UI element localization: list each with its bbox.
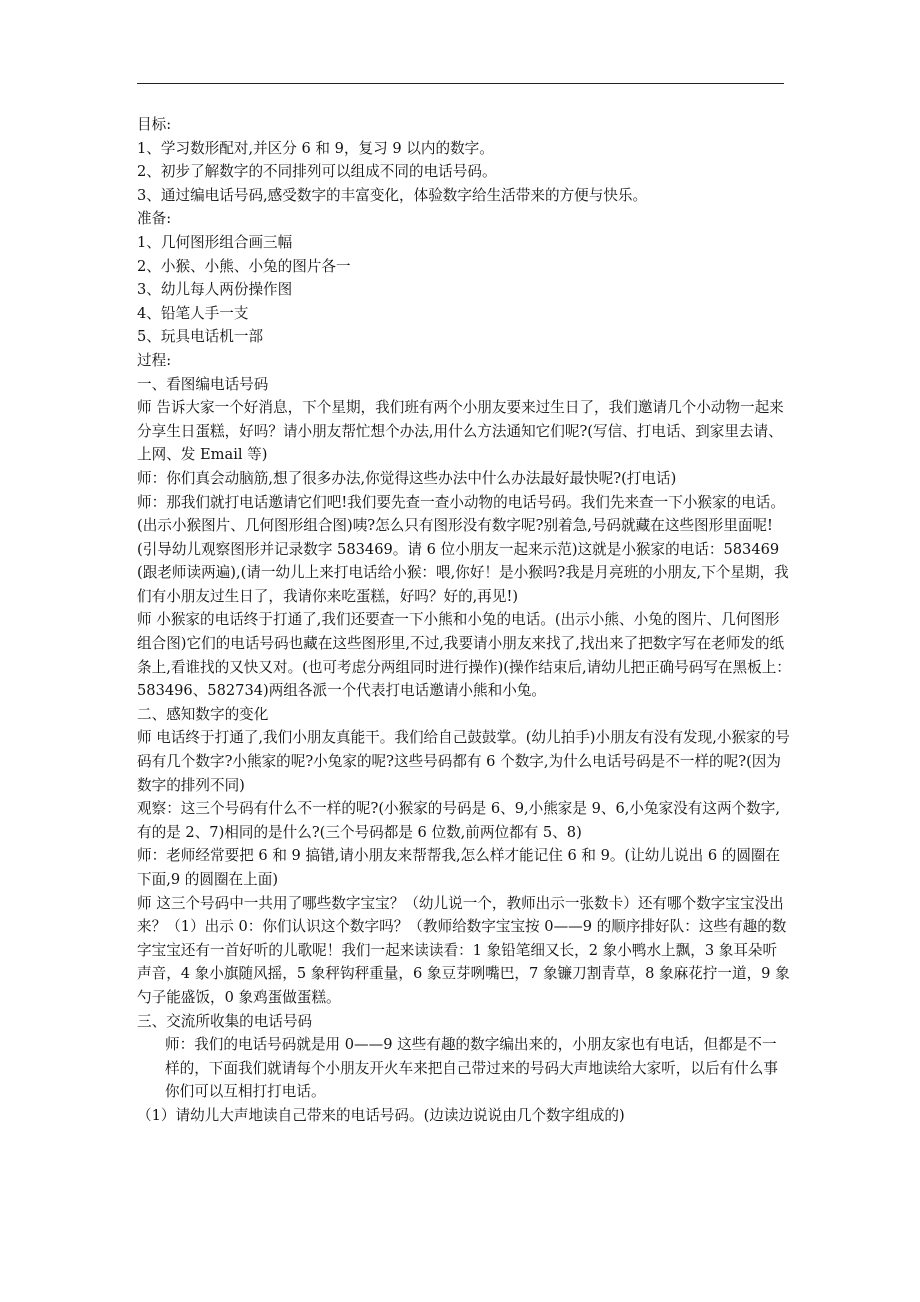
section-heading: 一、看图编电话号码 [137, 375, 269, 393]
section-heading: 二、感知数字的变化 [137, 705, 269, 723]
paragraph: 师：你们真会动脑筋,想了很多办法,你觉得这些办法中什么办法最好最快呢?(打电话) [137, 469, 677, 487]
goal-item: 3、通过编电话号码,感受数字的丰富变化，体验数字给生活带来的方便与快乐。 [137, 186, 648, 204]
paragraph: 师：那我们就打电话邀请它们吧!我们要先查一查小动物的电话号码。我们先来查一下小猴家的电话。(出示小猴图片、几何图形组合图)咦?怎么只有图形没有数字呢?别着急,号码就藏在这些图形里面呢!(引导幼儿观察图形并记录数字 583469。请 6 位小朋友一起来示范)这就是小猴家的电话：583469(跟老师读两遍),(请一幼儿上来打电话给小猴：喂,你好！是小猴吗?我是月亮班的小朋友,下个星期，我们有小朋友过生日了，我请你来吃蛋糕，好吗？好的,再见!) [137, 493, 789, 605]
prep-item: 3、幼儿每人两份操作图 [137, 281, 293, 299]
goals-heading: 目标: [137, 116, 172, 133]
paragraph: 师 电话终于打通了,我们小朋友真能干。我们给自己鼓鼓掌。(幼儿拍手)小朋友有没有发现,小猴家的号码有几个数字?小熊家的呢?小兔家的呢?这些号码都有 6 个数字,为什么电话号码是不一样的呢?(因为数字的排列不同) [137, 729, 790, 794]
goal-item: 2、初步了解数字的不同排列可以组成不同的电话号码。 [137, 163, 497, 181]
prep-item: 4、铅笔人手一支 [137, 304, 249, 322]
prep-item: 1、几何图形组合画三幅 [137, 233, 293, 251]
prep-item: 5、玩具电话机一部 [137, 328, 264, 346]
section-heading: 三、交流所收集的电话号码 [137, 1012, 313, 1030]
document-body [137, 113, 791, 1128]
paragraph: 师 这三个号码中一共用了哪些数字宝宝？（幼儿说一个，教师出示一张数卡）还有哪个数字宝宝没出来？（1）出示 0：你们认识这个数字吗？（教师给数字宝宝按 0——9 的顺序排好队：这些有趣的数字宝宝还有一首好听的儿歌呢！我们一起来读读看：1 象铅笔细又长，2 象小鸭水上飘，3 象耳朵听声音，4 象小旗随风摇，5 象秤钩秤重量，6 象豆芽咧嘴巴，7 象镰刀割青草，8 象麻花拧一道，9 象勺子能盛饭，0 象鸡蛋做蛋糕。 [137, 894, 790, 1006]
goal-item: 1、学习数形配对,并区分 6 和 9，复习 9 以内的数字。 [137, 139, 494, 157]
paragraph: 师 小猴家的电话终于打通了,我们还要查一下小熊和小兔的电话。(出示小熊、小兔的图片、几何图形组合图)它们的电话号码也藏在这些图形里,不过,我要请小朋友来找了,找出来了把数字写在老师发的纸条上,看谁找的又快又对。(也可考虑分两组同时进行操作)(操作结束后,请幼儿把正确号码写在黑板上：583496、582734)两组各派一个代表打电话邀请小熊和小兔。 [137, 611, 791, 700]
prep-item: 2、小猴、小熊、小兔的图片各一 [137, 257, 351, 275]
header-rule [137, 83, 784, 84]
paragraph: 师 告诉大家一个好消息，下个星期，我们班有两个小朋友要来过生日了，我们邀请几个小动物一起来分享生日蛋糕，好吗？请小朋友帮忙想个办法,用什么方法通知它们呢?(写信、打电话、到家里去请、上网、发 Email 等) [137, 399, 784, 464]
process-heading: 过程: [137, 351, 172, 369]
paragraph: 师：老师经常要把 6 和 9 搞错,请小朋友来帮帮我,怎么样才能记住 6 和 9。(让幼儿说出 6 的圆圈在下面,9 的圆圈在上面) [137, 847, 781, 888]
list-item: （1）请幼儿大声地读自己带来的电话号码。(边读边说说由几个数字组成的) [137, 1106, 625, 1124]
paragraph: 师：我们的电话号码就是用 0——9 这些有趣的数字编出来的，小朋友家也有电话，但都是不一样的，下面我们就请每个小朋友开火车来把自己带过来的号码大声地读给大家听，以后有什么事你们可以互相打打电话。 [165, 1036, 778, 1101]
prep-heading: 准备: [137, 210, 172, 228]
paragraph: 观察：这三个号码有什么不一样的呢?(小猴家的号码是 6、9,小熊家是 9、6,小兔家没有这两个数字,有的是 2、7)相同的是什么?(三个号码都是 6 位数,前两位都有 5、8) [137, 800, 781, 841]
